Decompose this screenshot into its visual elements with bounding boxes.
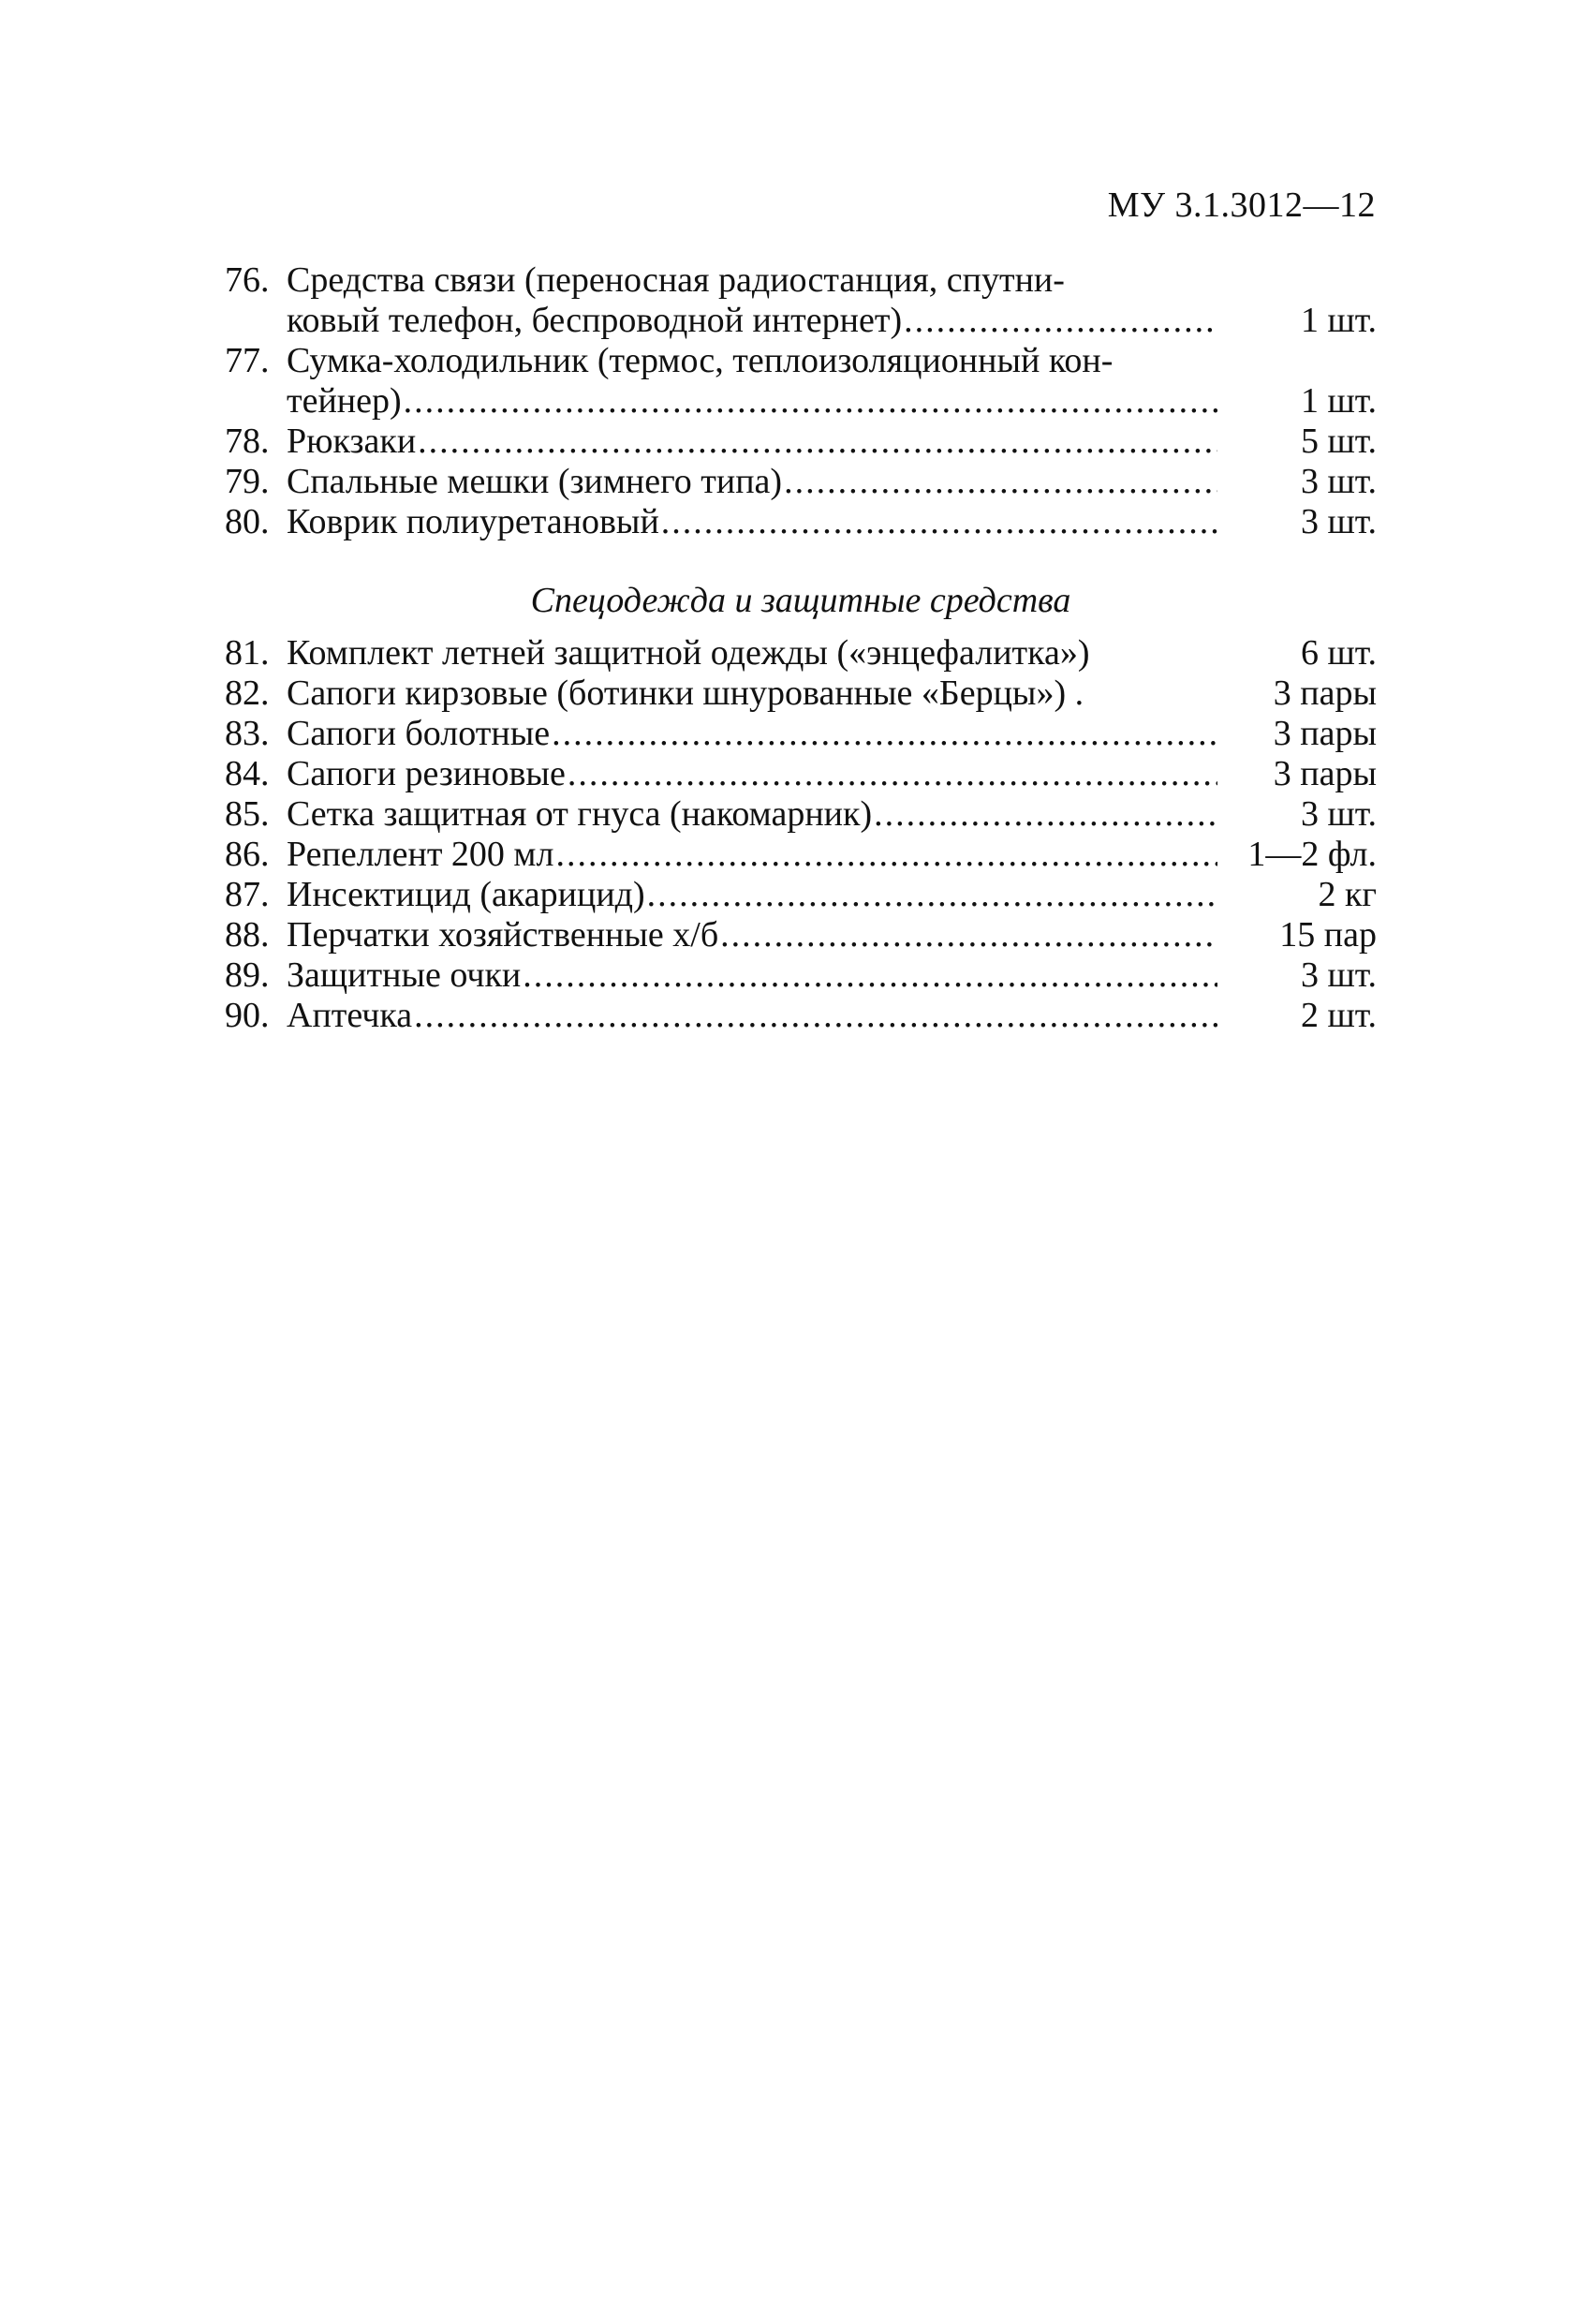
item-number: 84. xyxy=(225,754,270,793)
list-item xyxy=(225,714,1377,754)
item-number: 89. xyxy=(225,955,270,995)
list-item xyxy=(225,794,1377,835)
item-quantity: 3 шт. xyxy=(1300,955,1377,995)
item-number: 81. xyxy=(225,633,270,673)
item-number: 78. xyxy=(225,422,270,461)
item-number: 76. xyxy=(225,260,270,300)
item-text: Спальные мешки (зимнего типа) xyxy=(287,462,783,501)
item-number: 87. xyxy=(225,875,270,914)
list-item xyxy=(225,754,1377,794)
item-text: Рюкзаки xyxy=(287,422,417,461)
equipment-list xyxy=(225,260,1377,542)
dot-leader xyxy=(782,462,1217,502)
item-text: Сапоги кирзовые (ботинки шнурованные «Берцы») . xyxy=(287,674,1084,713)
list-item xyxy=(225,955,1377,996)
item-quantity: 3 шт. xyxy=(1300,462,1377,501)
item-text: Сумка-холодильник (термос, теплоизоляционный кон- xyxy=(287,341,1114,380)
item-text: Инсектицид (акарицид) xyxy=(287,875,645,914)
section-heading: Спецодежда и защитные средства xyxy=(530,581,1071,620)
list-item xyxy=(225,260,1377,301)
item-text: Репеллент 200 мл xyxy=(287,835,554,874)
list-item xyxy=(225,674,1377,714)
list-item xyxy=(225,633,1377,674)
item-quantity: 6 шт. xyxy=(1300,633,1377,673)
item-quantity: 15 пар xyxy=(1279,915,1377,955)
item-number: 82. xyxy=(225,674,270,713)
item-text: ковый телефон, беспроводной интернет) xyxy=(287,301,903,340)
item-number: 80. xyxy=(225,502,270,541)
dot-leader xyxy=(550,714,1217,754)
item-text: Средства связи (переносная радиостанция, спутни- xyxy=(287,260,1065,300)
item-quantity: 3 пары xyxy=(1273,714,1377,753)
document-code: МУ 3.1.3012—12 xyxy=(1107,185,1376,225)
item-quantity: 2 шт. xyxy=(1300,996,1377,1035)
list-item xyxy=(225,301,1377,341)
dot-leader xyxy=(645,875,1217,915)
dot-leader xyxy=(718,915,1217,955)
list-item xyxy=(225,502,1377,542)
list-item xyxy=(225,996,1377,1036)
item-text: Перчатки хозяйственные х/б xyxy=(287,915,719,955)
list-item xyxy=(225,422,1377,462)
dot-leader xyxy=(412,996,1217,1036)
item-text: Сапоги болотные xyxy=(287,714,551,753)
item-text: тейнер) xyxy=(287,381,402,421)
item-quantity: 5 шт. xyxy=(1300,422,1377,461)
item-number: 88. xyxy=(225,915,270,955)
item-quantity: 3 пары xyxy=(1273,754,1377,793)
dot-leader xyxy=(521,955,1217,996)
dot-leader xyxy=(659,502,1217,542)
item-quantity: 1 шт. xyxy=(1300,301,1377,340)
item-number: 83. xyxy=(225,714,270,753)
item-number: 90. xyxy=(225,996,270,1035)
dot-leader xyxy=(402,381,1217,422)
item-number: 85. xyxy=(225,794,270,834)
protective-gear-list xyxy=(225,633,1377,1036)
item-number: 79. xyxy=(225,462,270,501)
dot-leader xyxy=(872,794,1217,835)
list-item xyxy=(225,835,1377,875)
item-text: Коврик полиуретановый xyxy=(287,502,659,541)
item-quantity: 2 кг xyxy=(1318,875,1377,914)
item-text: Сетка защитная от гнуса (накомарник) xyxy=(287,794,873,834)
item-text: Защитные очки xyxy=(287,955,522,995)
list-item xyxy=(225,341,1377,381)
list-item xyxy=(225,381,1377,422)
item-quantity: 3 шт. xyxy=(1300,794,1377,834)
item-quantity: 1—2 фл. xyxy=(1247,835,1377,874)
item-number: 86. xyxy=(225,835,270,874)
list-item xyxy=(225,875,1377,915)
item-number: 77. xyxy=(225,341,270,380)
dot-leader xyxy=(902,301,1217,341)
list-item xyxy=(225,462,1377,502)
item-text: Аптечка xyxy=(287,996,413,1035)
item-quantity: 1 шт. xyxy=(1300,381,1377,421)
dot-leader xyxy=(553,835,1217,875)
item-quantity: 3 шт. xyxy=(1300,502,1377,541)
item-text: Сапоги резиновые xyxy=(287,754,566,793)
dot-leader xyxy=(566,754,1217,794)
item-text: Комплект летней защитной одежды («энцефалитка») xyxy=(287,633,1090,673)
dot-leader xyxy=(416,422,1217,462)
item-quantity: 3 пары xyxy=(1273,674,1377,713)
list-item xyxy=(225,915,1377,955)
